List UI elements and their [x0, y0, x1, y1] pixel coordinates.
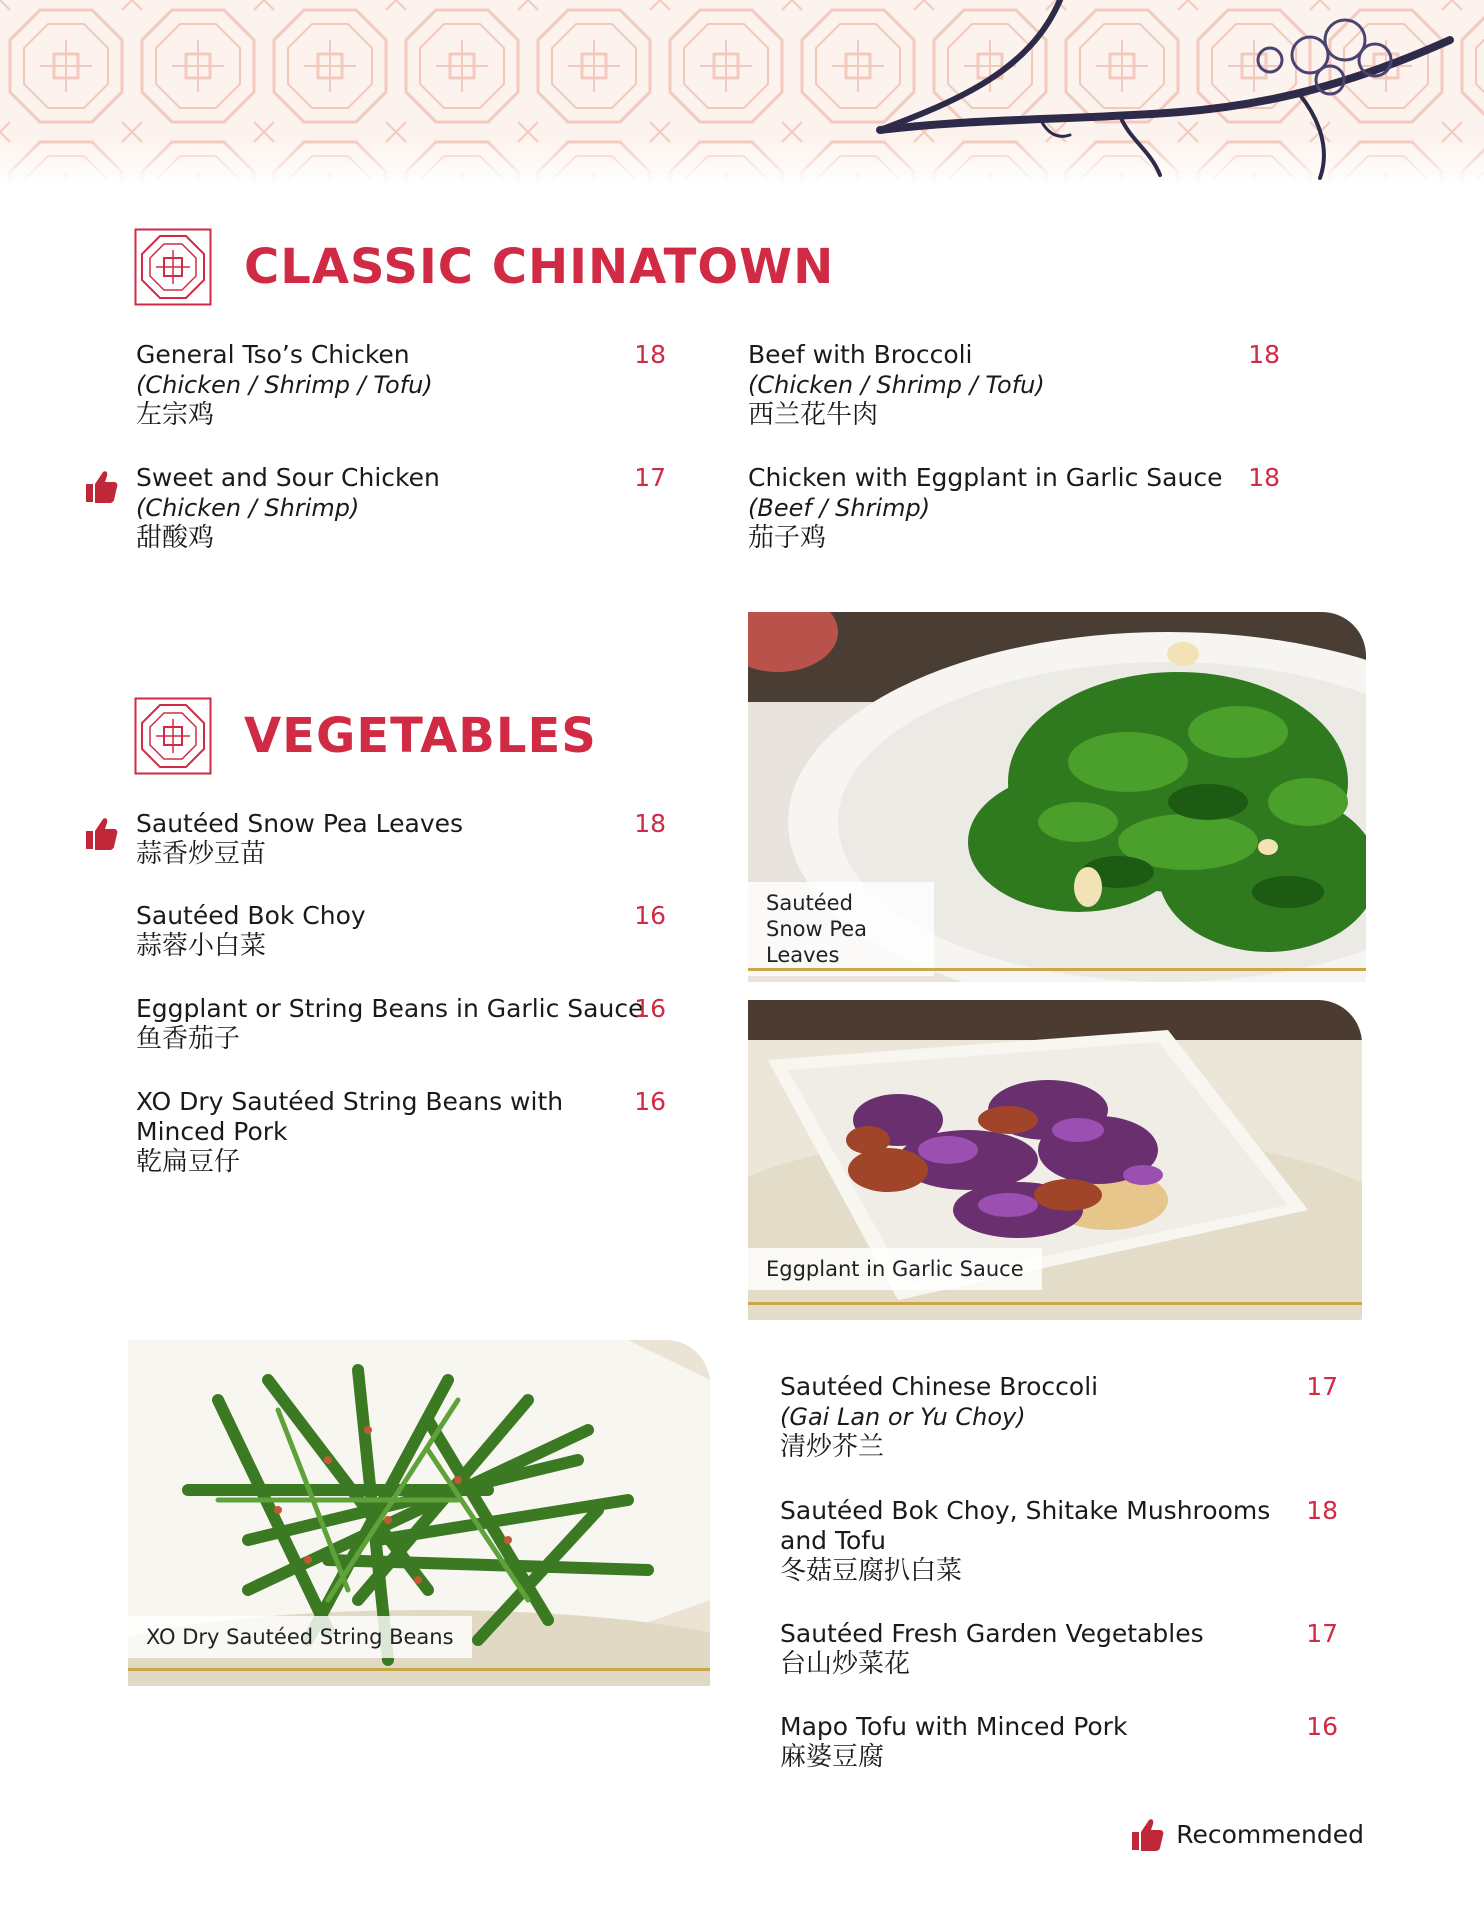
- thumbs-up-icon: [1130, 1816, 1164, 1852]
- menu-item: [780, 1372, 1338, 1463]
- item-chinese-name: 西兰花牛肉: [748, 400, 879, 430]
- photo-caption: Sautéed Snow Pea Leaves: [748, 882, 934, 976]
- menu-item: [748, 463, 1280, 554]
- item-name: General Tso’s Chicken: [136, 340, 410, 369]
- menu-item: [136, 463, 666, 554]
- recommended-legend: [1130, 1816, 1364, 1852]
- item-name: Sautéed Snow Pea Leaves: [136, 809, 464, 838]
- section-classic-chinatown: [134, 228, 834, 306]
- thumbs-up-icon: [84, 815, 118, 851]
- photo-snow-pea-leaves: [748, 612, 1366, 982]
- lattice-emblem-icon: [134, 697, 212, 775]
- item-name: XO Dry Sautéed String Beans with Minced Pork: [136, 1087, 564, 1146]
- header-lattice-band: [0, 0, 1484, 185]
- item-name: Sautéed Fresh Garden Vegetables: [780, 1619, 1204, 1648]
- caption-rule: [748, 1302, 1362, 1305]
- item-price: 16: [634, 994, 666, 1023]
- item-price: 17: [1306, 1619, 1338, 1648]
- item-chinese-name: 甜酸鸡: [136, 523, 215, 553]
- item-name: Chicken with Eggplant in Garlic Sauce: [748, 463, 1223, 492]
- caption-rule: [128, 1668, 710, 1671]
- item-options: (Chicken / Shrimp): [136, 494, 360, 522]
- section-vegetables: [134, 697, 597, 775]
- item-chinese-name: 茄子鸡: [748, 523, 827, 553]
- photo-caption: Eggplant in Garlic Sauce: [748, 1248, 1042, 1290]
- item-chinese-name: 台山炒菜花: [780, 1649, 911, 1679]
- item-price: 17: [1306, 1372, 1338, 1401]
- item-options: (Gai Lan or Yu Choy): [780, 1403, 1026, 1431]
- menu-item: [136, 1087, 666, 1178]
- photo-caption: XO Dry Sautéed String Beans: [128, 1616, 472, 1658]
- item-price: 18: [1248, 340, 1280, 369]
- menu-item: [136, 994, 666, 1055]
- item-chinese-name: 麻婆豆腐: [780, 1742, 885, 1772]
- item-options: (Beef / Shrimp): [748, 494, 931, 522]
- photo-xo-string-beans: [128, 1340, 710, 1686]
- lattice-emblem-icon: [134, 228, 212, 306]
- menu-item: [780, 1619, 1338, 1680]
- legend-label: Recommended: [1176, 1819, 1364, 1849]
- item-chinese-name: 蒜蓉小白菜: [136, 931, 267, 961]
- menu-item: [136, 340, 666, 431]
- item-options: (Chicken / Shrimp / Tofu): [136, 371, 433, 399]
- item-price: 18: [1248, 463, 1280, 492]
- section-title: CLASSIC CHINATOWN: [244, 239, 835, 295]
- section-title: VEGETABLES: [244, 708, 597, 764]
- item-chinese-name: 蒜香炒豆苗: [136, 839, 267, 869]
- item-chinese-name: 清炒芥兰: [780, 1432, 885, 1462]
- item-name: Sautéed Bok Choy, Shitake Mushrooms and Tofu: [780, 1496, 1271, 1555]
- item-name: Mapo Tofu with Minced Pork: [780, 1712, 1128, 1741]
- item-price: 17: [634, 463, 666, 492]
- menu-item: [136, 809, 666, 870]
- item-name: Sautéed Chinese Broccoli: [780, 1372, 1099, 1401]
- item-options: (Chicken / Shrimp / Tofu): [748, 371, 1045, 399]
- item-name: Sautéed Bok Choy: [136, 901, 366, 930]
- item-chinese-name: 乾扁豆仔: [136, 1147, 241, 1177]
- item-price: 18: [634, 809, 666, 838]
- menu-item: [780, 1496, 1338, 1587]
- item-chinese-name: 左宗鸡: [136, 400, 215, 430]
- item-price: 16: [634, 901, 666, 930]
- caption-rule: [748, 968, 1366, 971]
- photo-eggplant-garlic-sauce: [748, 1000, 1362, 1320]
- item-price: 16: [634, 1087, 666, 1116]
- menu-item: [748, 340, 1280, 431]
- item-chinese-name: 鱼香茄子: [136, 1024, 241, 1054]
- item-name: Sweet and Sour Chicken: [136, 463, 440, 492]
- thumbs-up-icon: [84, 468, 118, 504]
- item-name: Beef with Broccoli: [748, 340, 973, 369]
- item-price: 18: [1306, 1496, 1338, 1525]
- item-price: 16: [1306, 1712, 1338, 1741]
- item-chinese-name: 冬菇豆腐扒白菜: [780, 1556, 963, 1586]
- menu-item: [136, 901, 666, 962]
- menu-item: [780, 1712, 1338, 1773]
- item-price: 18: [634, 340, 666, 369]
- item-name: Eggplant or String Beans in Garlic Sauce: [136, 994, 644, 1023]
